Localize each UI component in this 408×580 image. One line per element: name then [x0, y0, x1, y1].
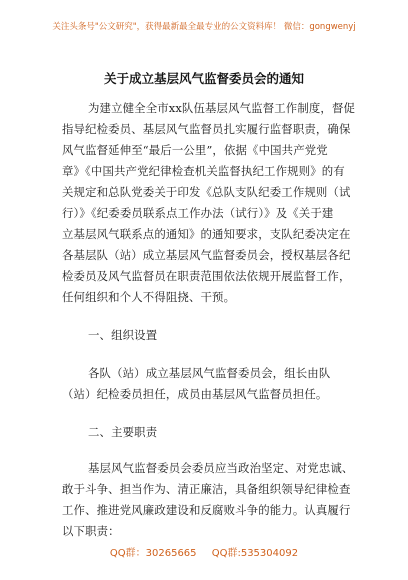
paragraph-line: （站）纪检委员担任，成员由基层风气监督员担任。: [62, 387, 328, 401]
paragraph-line: 以下职责：: [62, 524, 120, 538]
paragraph-line: 工作、推进党风廉政建设和反腐败斗争的能力。认真履行: [62, 503, 351, 517]
section-heading: 二、主要职责: [88, 425, 158, 439]
paragraph-line: 关规定和总队党委关于印发《总队支队纪委工作规则（试: [62, 185, 351, 199]
section-heading: 一、组织设置: [88, 328, 158, 342]
paragraph-line: 敢于斗争、担当作为、清正廉洁，具备组织领导纪律检查: [62, 482, 351, 496]
paragraph-line: 行）》《纪委委员联系点工作办法（试行）》及《关于建: [62, 206, 334, 220]
paragraph-line: 指导纪检委员、基层风气监督员扎实履行监督职责，确保: [62, 122, 351, 136]
header-banner: 关注头条号"公文研究"，获得最新最全最专业的公文资料库！ 微信：gongwenyj: [52, 22, 356, 32]
paragraph-line: 任何组织和个人不得阻挠、干预。: [62, 290, 236, 304]
footer-banner: [0, 544, 408, 559]
paragraph-line: 为建立健全全市xx队伍基层风气监督工作制度，督促: [88, 101, 356, 115]
paragraph-line: 风气监督延伸至“最后一公里”，依据《中国共产党党: [62, 143, 328, 157]
paragraph-line: 各队（站）成立基层风气监督委员会，组长由队: [88, 366, 331, 380]
paragraph-line: 立基层风气联系点的通知》的通知要求，支队纪委决定在: [62, 227, 351, 241]
footer-qq-group-2: QQ群:535304092: [211, 548, 299, 559]
paragraph-line: 检委员及风气监督员在职责范围依法依规开展监督工作，: [62, 269, 351, 283]
paragraph-line: 章》《中国共产党纪律检查机关监督执纪工作规则》的有: [62, 164, 345, 178]
footer-qq-group-1: QQ群：30265665: [109, 548, 197, 559]
paragraph-line: 各基层队（站）成立基层风气监督委员会，授权基层各纪: [62, 248, 351, 262]
paragraph-line: 基层风气监督委员会委员应当政治坚定、对党忠诚、: [88, 461, 354, 475]
document-title: 关于成立基层风气监督委员会的通知: [103, 71, 304, 86]
